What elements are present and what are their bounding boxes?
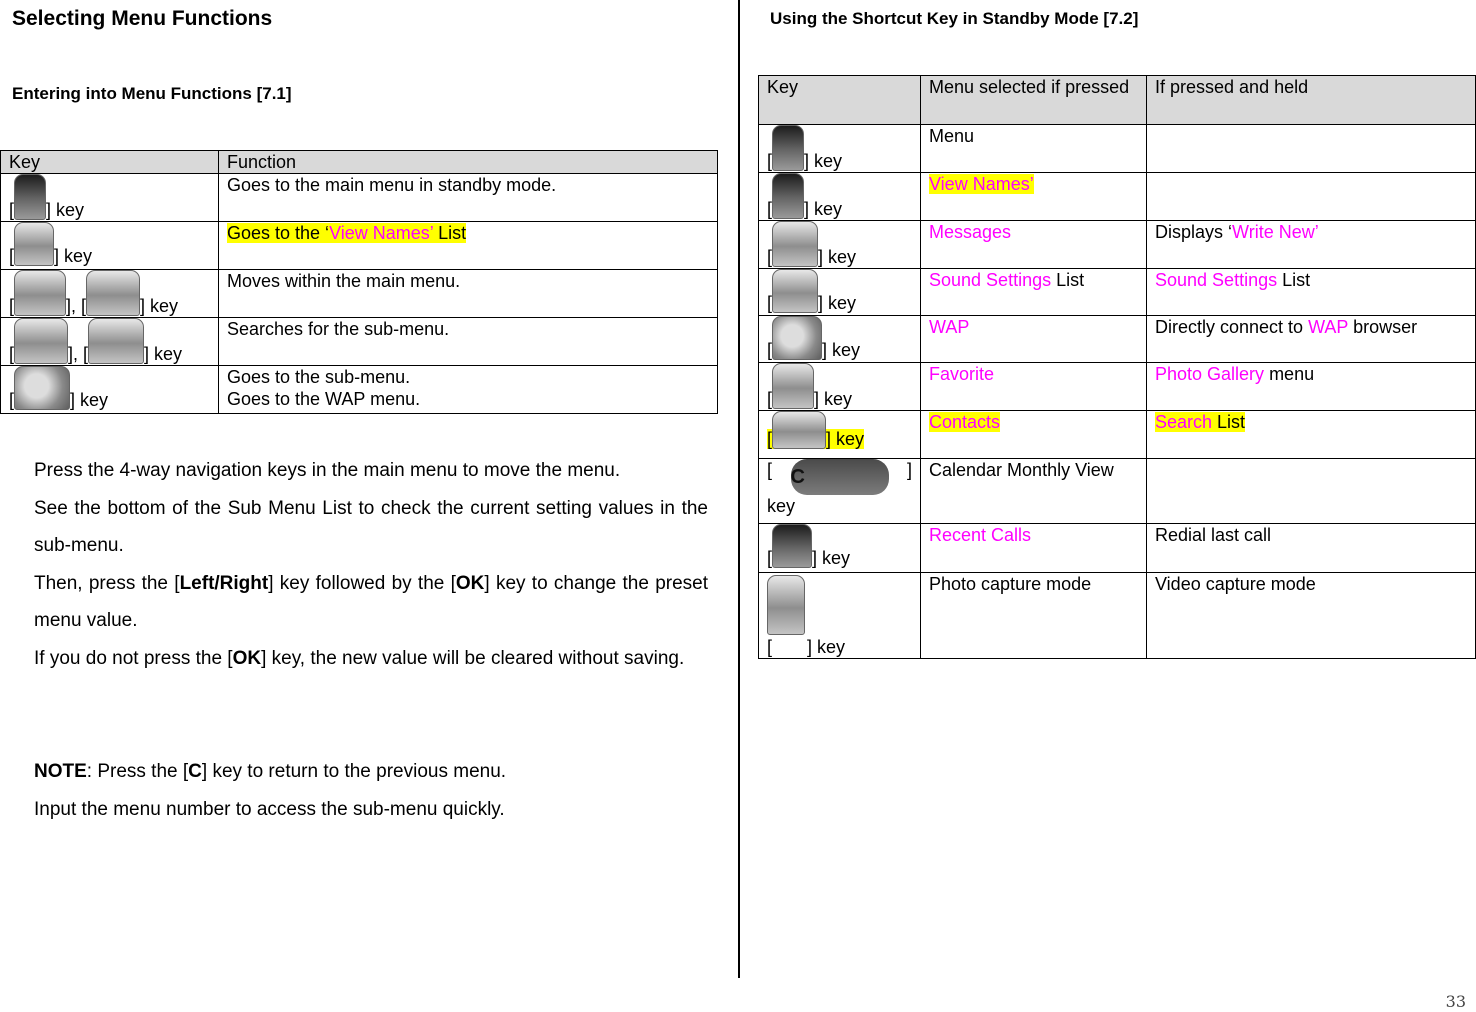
- header-function: Function: [219, 151, 718, 174]
- function-cell: Moves within the main menu.: [219, 270, 718, 318]
- table-row: [1, 318, 718, 366]
- send-key-icon: [772, 125, 804, 171]
- nav-key-icon: [772, 411, 826, 449]
- table-row: [759, 411, 1476, 459]
- page-title: Selecting Menu Functions: [12, 7, 273, 30]
- section-title-7-2: Using the Shortcut Key in Standby Mode [7.2]: [770, 9, 1139, 28]
- key-cell: [ ] key: [759, 173, 921, 221]
- held-cell: Sound Settings List: [1147, 269, 1476, 316]
- shortcut-key-table: [758, 75, 1476, 659]
- table-row: [759, 573, 1476, 659]
- key-cell: [ ] key: [759, 573, 921, 659]
- key-cell: [ ] key: [1, 174, 219, 222]
- menu-cell: Menu: [921, 125, 1147, 173]
- camera-key-icon: [767, 575, 805, 635]
- c-key-icon: C: [791, 459, 889, 495]
- table-row: [759, 316, 1476, 363]
- held-cell: [1147, 173, 1476, 221]
- key-cell: [ ] key: [759, 411, 921, 459]
- key-cell: [ ] key: [759, 125, 921, 173]
- table-row: [759, 269, 1476, 316]
- nav-key-up-icon: [14, 318, 68, 364]
- table-row: [1, 174, 718, 222]
- table-row: [759, 173, 1476, 221]
- key-cell: [ ] key: [759, 524, 921, 573]
- column-divider: [738, 0, 740, 978]
- table-row: [1, 366, 718, 414]
- header-key: Key: [759, 76, 921, 125]
- table-row: [759, 125, 1476, 173]
- key-cell: [ ] key: [759, 363, 921, 411]
- function-cell: Goes to the ‘View Names’ List: [219, 222, 718, 270]
- send-key-icon: [14, 174, 46, 220]
- menu-key-icon: [14, 222, 54, 266]
- key-cell: [ ] key: [759, 221, 921, 269]
- menu-cell: WAP: [921, 316, 1147, 363]
- table-row: [1, 222, 718, 270]
- end-key-icon: [772, 524, 812, 568]
- held-cell: Photo Gallery menu: [1147, 363, 1476, 411]
- send-key-icon: [772, 173, 804, 219]
- held-cell: [1147, 459, 1476, 524]
- key-cell: [ ] key: [759, 316, 921, 363]
- nav-key-icon: [772, 221, 818, 267]
- function-cell: Goes to the sub-menu. Goes to the WAP menu.: [219, 366, 718, 414]
- held-cell: Directly connect to WAP browser: [1147, 316, 1476, 363]
- table-row: [1, 270, 718, 318]
- key-cell: [ ] key: [1, 222, 219, 270]
- menu-cell: Favorite: [921, 363, 1147, 411]
- ok-key-icon: [14, 366, 70, 410]
- function-cell: Searches for the sub-menu.: [219, 318, 718, 366]
- held-cell: Displays ‘Write New’: [1147, 221, 1476, 269]
- header-key: Key: [1, 151, 219, 174]
- menu-cell: Messages: [921, 221, 1147, 269]
- table-header: [1, 151, 718, 174]
- table-row: [759, 221, 1476, 269]
- menu-cell: Contacts: [921, 411, 1147, 459]
- held-cell: [1147, 125, 1476, 173]
- menu-cell: View Names’: [921, 173, 1147, 221]
- section-title-7-1: Entering into Menu Functions [7.1]: [12, 84, 292, 103]
- held-cell: Video capture mode: [1147, 573, 1476, 659]
- held-cell: Search List: [1147, 411, 1476, 459]
- menu-cell: Sound Settings List: [921, 269, 1147, 316]
- header-menu: Menu selected if pressed: [921, 76, 1147, 125]
- table-row: [759, 363, 1476, 411]
- menu-cell: Calendar Monthly View: [921, 459, 1147, 524]
- nav-key-down-icon: [772, 269, 818, 313]
- nav-key-icon: [772, 363, 814, 409]
- key-cell: [ ] key: [759, 269, 921, 316]
- body-text: Press the 4-way navigation keys in the main menu to move the menu. See the bottom of the Sub Menu List to check the current setting values in the sub-menu. Then, press the [Left/Right] key followed by the [OK] key to change the preset menu value. If you do not press the [OK] key, the new value will be cleared without saving.: [34, 460, 709, 669]
- table-header: [759, 76, 1476, 125]
- page-number: 33: [1445, 992, 1466, 1011]
- table-row: [759, 524, 1476, 573]
- nav-key-left-icon: [14, 270, 66, 316]
- menu-cell: Photo capture mode: [921, 573, 1147, 659]
- key-cell: [ ], [ ] key: [1, 318, 219, 366]
- key-cell: [ ], [ ] key: [1, 270, 219, 318]
- table-row: [759, 459, 1476, 524]
- nav-key-down-icon: [88, 318, 144, 364]
- note: NOTE: Press the [C] key to return to the previous menu. Input the menu number to access the sub-menu quickly.: [34, 761, 507, 820]
- header-held: If pressed and held: [1147, 76, 1476, 125]
- menu-cell: Recent Calls: [921, 524, 1147, 573]
- key-cell: [ C ] key: [759, 459, 921, 524]
- key-cell: [ ] key: [1, 366, 219, 414]
- nav-key-right-icon: [86, 270, 140, 316]
- function-cell: Goes to the main menu in standby mode.: [219, 174, 718, 222]
- held-cell: Redial last call: [1147, 524, 1476, 573]
- menu-functions-table: [0, 150, 718, 414]
- ok-key-icon: [772, 316, 822, 360]
